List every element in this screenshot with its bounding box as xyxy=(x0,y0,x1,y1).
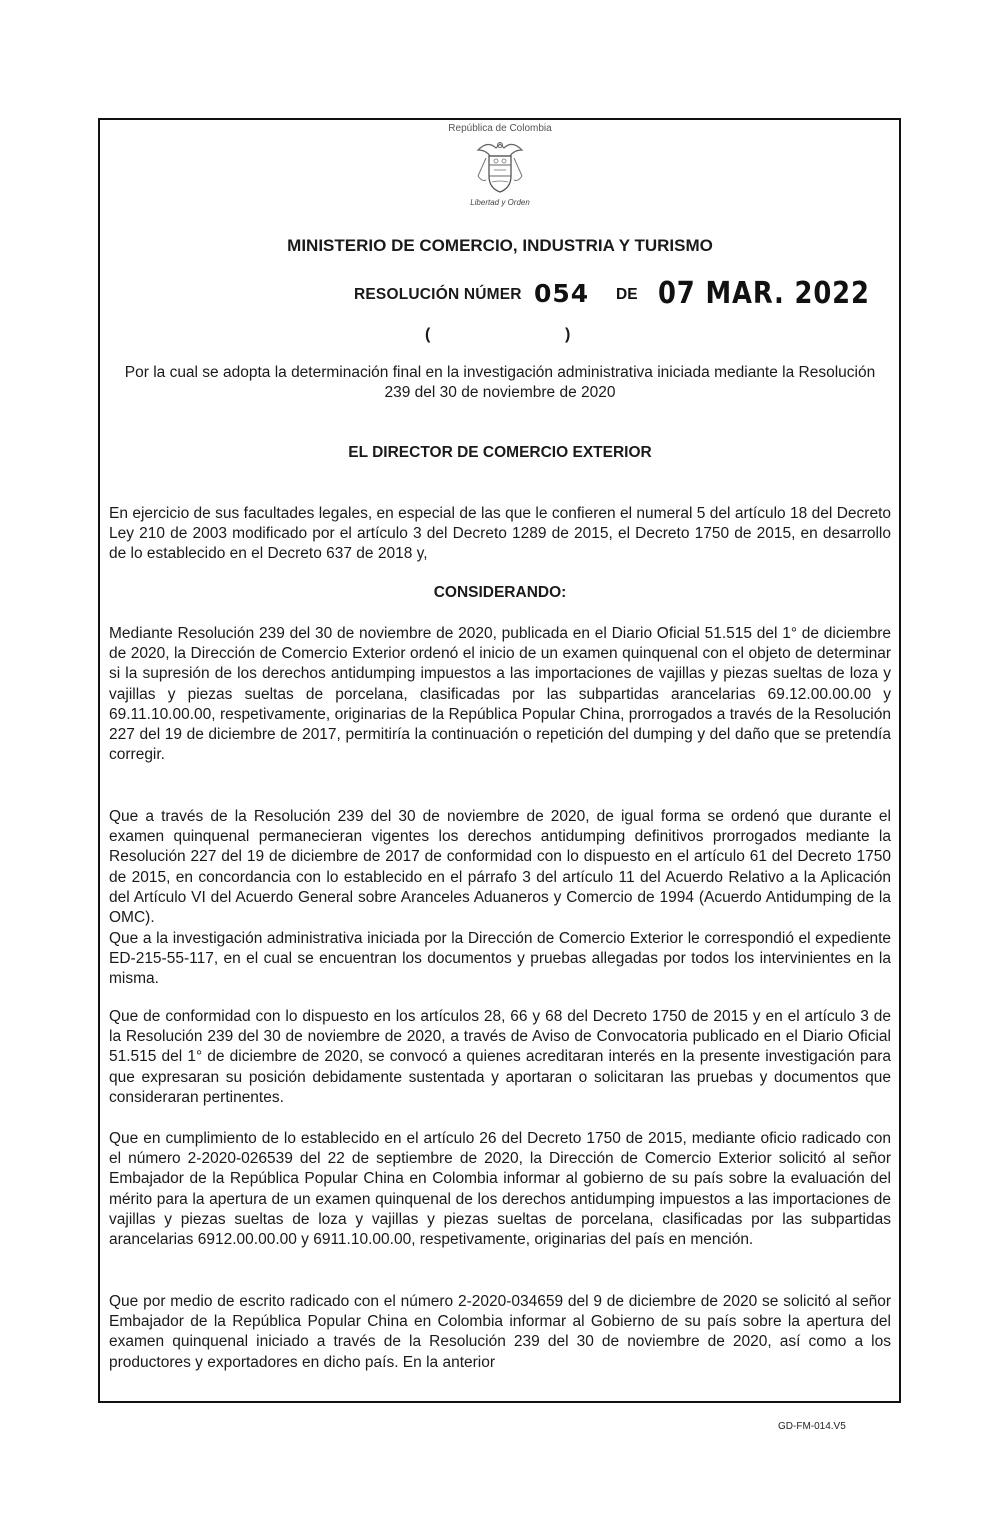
paren-open: ( xyxy=(425,326,431,343)
resolution-de-label: DE xyxy=(616,286,638,303)
preamble-paragraph: En ejercicio de sus facultades legales, en especial de las que le confieren el numeral 5 del artículo 18 del Decreto Ley 210 de 2003 modificado por el artículo 3 del Decreto 1289 de 2015, el Decreto 1750 de 2015, en desarrollo de lo establecido en el Decreto 637 de 2018 y, xyxy=(109,505,891,563)
body-paragraph: Que a la investigación administrativa iniciada por la Dirección de Comercio Exterior le correspondió el expediente ED-215-55-117, en el cual se encuentran los documentos y pruebas allegadas por todos los intervinientes en la misma. xyxy=(109,930,891,988)
form-code: GD-FM-014.V5 xyxy=(778,1421,846,1432)
resolution-number-stamp: 054 xyxy=(534,279,590,308)
resolution-label: RESOLUCIÓN NÚMER xyxy=(354,286,522,303)
motto-text: Libertad y Orden xyxy=(470,198,530,207)
body-paragraph: Que por medio de escrito radicado con el número 2-2020-034659 del 9 de diciembre de 2020 se solicitó al señor Embajador de la República Popular China en Colombia informar al Gobierno de su país sobre la apertura del examen quinquenal iniciado a través de la Resolución 239 del 30 de noviembre de 2020, así como a los productores y exportadores en dicho país. En la anterior xyxy=(109,1293,891,1371)
resolution-subtitle: Por la cual se adopta la determinación final en la investigación administrativa iniciada mediante la Resolución 239 del 30 de noviembre de 2020 xyxy=(124,364,876,401)
coat-of-arms-icon xyxy=(472,136,528,200)
paren-close: ) xyxy=(565,326,571,343)
body-paragraph: Mediante Resolución 239 del 30 de noviembre de 2020, publicada en el Diario Oficial 51.515 del 1° de diciembre de 2020, la Dirección de Comercio Exterior ordenó el inicio de un examen quinquenal con el objeto de determinar si la supresión de los derechos antidumping impuestos a las importaciones de vajillas y piezas sueltas de loza y vajillas y piezas sueltas de porcelana, clasificadas por las subpartidas arancelarias 69.12.00.00.00 y 69.11.10.00.00, respetivamente, originarias de la República Popular China, prorrogados a través de la Resolución 227 del 19 de diciembre de 2017, permitiría la continuación o repetición del dumping y del daño que se pretendía corregir. xyxy=(109,625,891,764)
resolution-date-stamp: 07 MAR. 2022 xyxy=(658,276,870,311)
considerando-heading: CONSIDERANDO: xyxy=(433,584,567,601)
body-paragraph: Que a través de la Resolución 239 del 30 de noviembre de 2020, de igual forma se ordenó que durante el examen quinquenal permanecieran vigentes los derechos antidumping definitivos prorrogados mediante la Resolución 227 del 19 de diciembre de 2017 de conformidad con lo dispuesto en el artículo 61 del Decreto 1750 de 2015, en concordancia con lo establecido en el párrafo 3 del artículo 11 del Acuerdo Relativo a la Aplicación del Artículo VI del Acuerdo General sobre Aranceles Aduaneros y Comercio de 1994 (Acuerdo Antidumping de la OMC). xyxy=(109,808,891,927)
body-paragraph: Que en cumplimiento de lo establecido en el artículo 26 del Decreto 1750 de 2015, mediante oficio radicado con el número 2-2020-026539 del 22 de septiembre de 2020, la Dirección de Comercio Exterior solicitó al señor Embajador de la República Popular China en Colombia informar al gobierno de su país sobre la evaluación del mérito para la apertura de un examen quinquenal de los derechos antidumping impuestos a las importaciones de vajillas y piezas sueltas de loza y vajillas y piezas sueltas de porcelana, clasificadas por las subpartidas arancelarias 6912.00.00.00 y 6911.10.00.00, respetivamente, originarias del país en mención. xyxy=(109,1130,891,1249)
ministry-title: MINISTERIO DE COMERCIO, INDUSTRIA Y TURISMO xyxy=(287,236,713,255)
body-paragraph: Que de conformidad con lo dispuesto en los artículos 28, 66 y 68 del Decreto 1750 de 2015 y en el artículo 3 de la Resolución 239 del 30 de noviembre de 2020, a través de Aviso de Convocatoria publicado en el Diario Oficial 51.515 del 1° de diciembre de 2020, se convocó a quienes acreditaran interés en la presente investigación para que expresaran su posición debidamente sustentada y aportaran o solicitaran las pruebas y documentos que consideraran pertinentes. xyxy=(109,1008,891,1106)
country-name: República de Colombia xyxy=(448,123,552,134)
authority-heading: EL DIRECTOR DE COMERCIO EXTERIOR xyxy=(348,444,652,461)
